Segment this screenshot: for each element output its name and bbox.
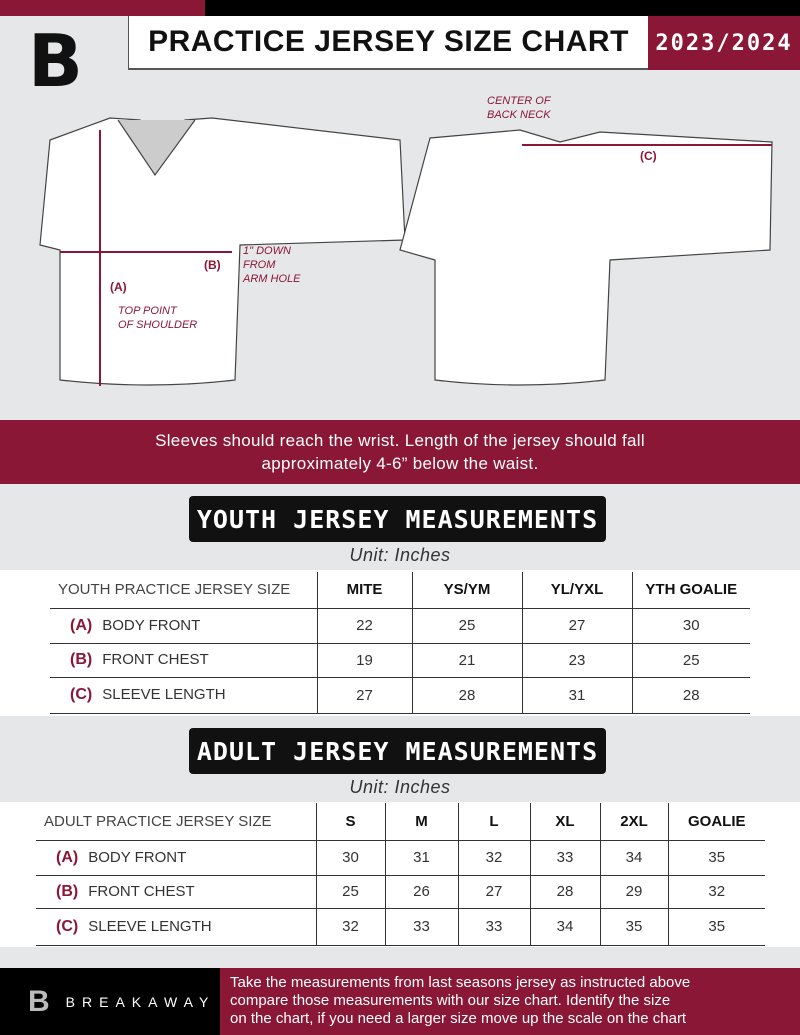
page-title: PRACTICE JERSEY SIZE CHART [128,16,648,70]
table-row: (A) BODY FRONT 22 25 27 30 [50,608,750,643]
instruction-banner: Sleeves should reach the wrist. Length of the jersey should fall approximately 4-6” below the waist. [0,420,800,484]
brand-name: BREAKAWAY [65,993,216,1010]
youth-table [50,572,750,714]
note-a: TOP POINT OF SHOULDER [118,305,198,331]
season-badge: 2023/2024 [648,16,800,70]
adult-heading: ADULT JERSEY MEASUREMENTS [189,728,606,774]
top-bar [205,0,800,16]
adult-table [36,803,765,946]
table-header: ADULT PRACTICE JERSEY SIZE S M L XL 2XL GOALIE [36,803,765,840]
label-c: (C) [640,149,657,163]
top-bar-accent [0,0,205,16]
note-c: CENTER OF BACK NECK [487,95,551,121]
note-b: 1" DOWN FROM ARM HOLE [243,245,301,285]
back-jersey [400,130,772,385]
youth-unit: Unit: Inches [349,545,451,565]
youth-heading: YOUTH JERSEY MEASUREMENTS [189,496,606,542]
label-a: (A) [110,280,127,294]
table-row: (A) BODY FRONT 30 31 32 33 34 35 [36,840,765,875]
footer-instructions: Take the measurements from last seasons jersey as instructed above compare those measurements with our size chart. Identify the size on the chart, if you need a larger size move up the scale on the chart [220,968,800,1035]
jersey-diagram [0,90,800,420]
label-b: (B) [204,258,221,272]
table-row: (B) FRONT CHEST 19 21 23 25 [50,643,750,677]
brand-logo: B [28,19,83,103]
table-row: (B) FRONT CHEST 25 26 27 28 29 32 [36,875,765,908]
adult-unit: Unit: Inches [349,777,451,797]
table-header: YOUTH PRACTICE JERSEY SIZE MITE YS/YM YL/YXL YTH GOALIE [50,572,750,608]
table-row: (C) SLEEVE LENGTH 27 28 31 28 [50,677,750,713]
table-row: (C) SLEEVE LENGTH 32 33 33 34 35 35 [36,908,765,945]
brand-logo-small: B [28,984,50,1018]
footer-brand [0,968,220,1035]
